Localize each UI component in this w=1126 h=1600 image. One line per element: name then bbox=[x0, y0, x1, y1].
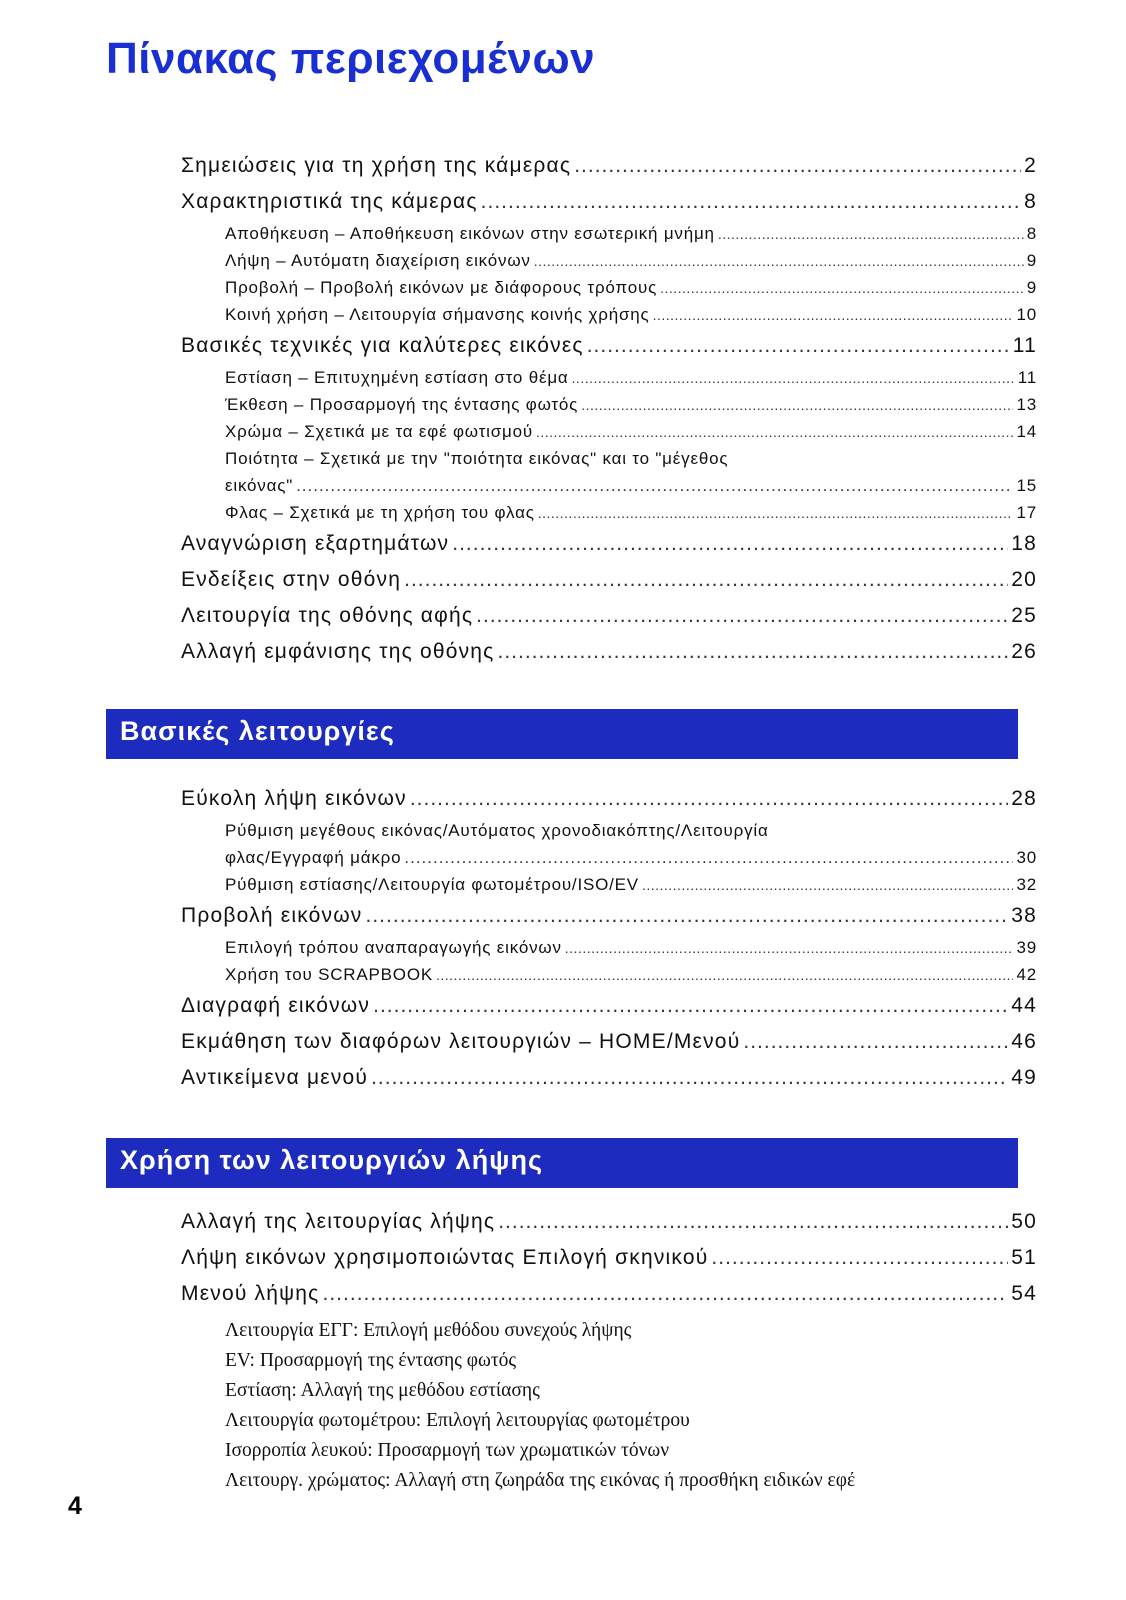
page-ref: 39 bbox=[1016, 938, 1037, 957]
toc-entry[interactable]: Λειτουργία της οθόνης αφής ..... 25 bbox=[181, 598, 1037, 634]
toc-entry[interactable]: Προβολή εικόνων ..... 38 bbox=[181, 898, 1037, 934]
toc-entry[interactable]: Λήψη εικόνων χρησιμοποιώντας Επιλογή σκηνικού ..... 51 bbox=[181, 1240, 1037, 1276]
page-ref: 54 bbox=[1011, 1282, 1037, 1305]
page-ref: 2 bbox=[1024, 154, 1037, 177]
toc-subentry[interactable]: Ρύθμιση μεγέθους εικόνας/Αυτόματος χρονοδιακόπτης/Λειτουργία φλας/Εγγραφή μάκρο ..... 30 bbox=[181, 817, 1037, 871]
toc-entry[interactable]: Χαρακτηριστικά της κάμερας ..... 8 bbox=[181, 184, 1037, 220]
page-ref: 14 bbox=[1016, 422, 1037, 441]
toc-section-intro bbox=[181, 148, 1037, 670]
toc-subentry[interactable]: Χρήση του SCRAPBOOK ..... 42 bbox=[181, 961, 1037, 988]
page-ref: 10 bbox=[1016, 305, 1037, 324]
page-ref: 42 bbox=[1016, 965, 1037, 984]
page-ref: 9 bbox=[1026, 251, 1037, 270]
page-number: 4 bbox=[68, 1492, 82, 1520]
page-ref: 11 bbox=[1012, 334, 1037, 357]
toc-subentry[interactable]: Φλας – Σχετικά με τη χρήση του φλας ..... 17 bbox=[181, 499, 1037, 526]
toc-entry[interactable]: Διαγραφή εικόνων ..... 44 bbox=[181, 988, 1037, 1024]
menu-subitem: Λειτουργία ΕΓΓ: Επιλογή μεθόδου συνεχούς λήψης bbox=[225, 1320, 632, 1341]
toc-subentry[interactable]: Ποιότητα – Σχετικά με την "ποιότητα εικόνας" και το "μέγεθος εικόνας" ..... 15 bbox=[181, 445, 1037, 499]
toc-subentry[interactable]: Επιλογή τρόπου αναπαραγωγής εικόνων ..... 39 bbox=[181, 934, 1037, 961]
toc-subentry[interactable]: Προβολή – Προβολή εικόνων με διάφορους τρόπους ..... 9 bbox=[181, 274, 1037, 301]
toc-entry[interactable]: Μενού λήψης ..... 54 bbox=[181, 1276, 1037, 1312]
toc-entry[interactable]: Ενδείξεις στην οθόνη ..... 20 bbox=[181, 562, 1037, 598]
toc-entry[interactable]: Εύκολη λήψη εικόνων ..... 28 bbox=[181, 781, 1037, 817]
page-ref: 50 bbox=[1011, 1210, 1037, 1233]
toc-subentry[interactable]: Αποθήκευση – Αποθήκευση εικόνων στην εσωτερική μνήμη ..... 8 bbox=[181, 220, 1037, 247]
section-heading-basic-operations bbox=[106, 709, 1018, 759]
toc-section-basic-operations bbox=[181, 781, 1037, 1096]
toc-section-shooting-functions bbox=[181, 1204, 1037, 1496]
section-heading-shooting-functions bbox=[106, 1138, 1018, 1188]
toc-entry[interactable]: Βασικές τεχνικές για καλύτερες εικόνες ..... 11 bbox=[181, 328, 1037, 364]
page-ref: 8 bbox=[1026, 224, 1037, 243]
toc-entry[interactable]: Αναγνώριση εξαρτημάτων ..... 18 bbox=[181, 526, 1037, 562]
toc-subentry[interactable]: Ρύθμιση εστίασης/Λειτουργία φωτομέτρου/ISO/EV ..... 32 bbox=[181, 871, 1037, 898]
toc-subentry[interactable]: Κοινή χρήση – Λειτουργία σήμανσης κοινής χρήσης ..... 10 bbox=[181, 301, 1037, 328]
page-ref: 15 bbox=[1016, 476, 1037, 495]
menu-subitem: Ισορροπία λευκού: Προσαρμογή των χρωματικών τόνων bbox=[225, 1440, 670, 1461]
toc-entry[interactable]: Σημειώσεις για τη χρήση της κάμερας ..... 2 bbox=[181, 148, 1037, 184]
page-ref: 26 bbox=[1011, 640, 1037, 663]
page-title: Πίνακας περιεχομένων bbox=[106, 34, 596, 83]
section-heading-text: Βασικές λειτουργίες bbox=[120, 716, 395, 746]
page-ref: 51 bbox=[1011, 1246, 1037, 1269]
page-ref: 18 bbox=[1011, 532, 1037, 555]
page-ref: 38 bbox=[1011, 904, 1037, 927]
menu-subitem: EV: Προσαρμογή της έντασης φωτός bbox=[225, 1350, 517, 1371]
toc-entry[interactable]: Αλλαγή της λειτουργίας λήψης ..... 50 bbox=[181, 1204, 1037, 1240]
toc-subentry[interactable]: Έκθεση – Προσαρμογή της έντασης φωτός ..... 13 bbox=[181, 391, 1037, 418]
page-ref: 30 bbox=[1016, 848, 1037, 867]
page-ref: 32 bbox=[1016, 875, 1037, 894]
menu-subitem: Λειτουργία φωτομέτρου: Επιλογή λειτουργίας φωτομέτρου bbox=[225, 1410, 690, 1431]
menu-subitem: Εστίαση: Αλλαγή της μεθόδου εστίασης bbox=[225, 1380, 540, 1401]
toc-subentry[interactable]: Εστίαση – Επιτυχημένη εστίαση στο θέμα ..... 11 bbox=[181, 364, 1037, 391]
toc-subentry[interactable]: Λήψη – Αυτόματη διαχείριση εικόνων ..... 9 bbox=[181, 247, 1037, 274]
page-ref: 46 bbox=[1011, 1030, 1037, 1053]
toc-entry[interactable]: Εκμάθηση των διαφόρων λειτουργιών – HOME/Μενού ..... 46 bbox=[181, 1024, 1037, 1060]
menu-subitem: Λειτουργ. χρώματος: Αλλαγή στη ζωηράδα της εικόνας ή προσθήκη ειδικών εφέ bbox=[225, 1470, 856, 1491]
page-ref: 17 bbox=[1016, 503, 1037, 522]
page-ref: 8 bbox=[1024, 190, 1037, 213]
page-ref: 44 bbox=[1011, 994, 1037, 1017]
toc-entry[interactable]: Αλλαγή εμφάνισης της οθόνης ..... 26 bbox=[181, 634, 1037, 670]
page-ref: 13 bbox=[1016, 395, 1037, 414]
toc-entry[interactable]: Αντικείμενα μενού ..... 49 bbox=[181, 1060, 1037, 1096]
page-ref: 20 bbox=[1011, 568, 1037, 591]
page-ref: 9 bbox=[1026, 278, 1037, 297]
page-ref: 28 bbox=[1011, 787, 1037, 810]
section-heading-text: Χρήση των λειτουργιών λήψης bbox=[120, 1145, 544, 1175]
page-ref: 49 bbox=[1011, 1066, 1037, 1089]
toc-subentry[interactable]: Χρώμα – Σχετικά με τα εφέ φωτισμού ..... 14 bbox=[181, 418, 1037, 445]
page-ref: 25 bbox=[1011, 604, 1037, 627]
page-ref: 11 bbox=[1017, 368, 1037, 387]
